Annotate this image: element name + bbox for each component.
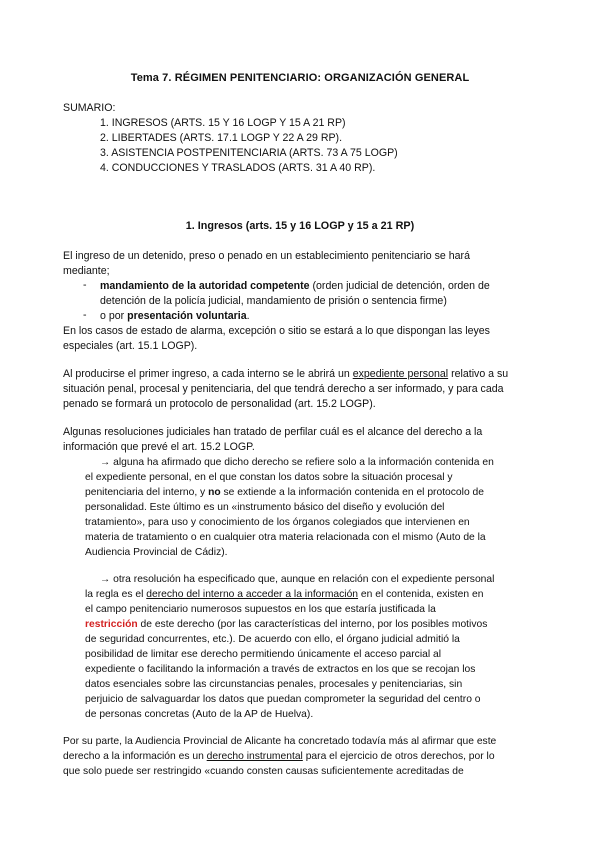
sumario-label: SUMARIO: xyxy=(63,102,116,114)
quote-line: tratamiento», para uso y conocimiento de los órganos colegiados que intervienen en xyxy=(85,517,470,528)
paragraph-line: Por su parte, la Audiencia Provincial de Alicante ha concretado todavía más al afirmar que este xyxy=(63,736,497,747)
bullet-text: (orden judicial de detención, orden de xyxy=(309,280,490,292)
paragraph-line: que solo puede ser restringido «cuando consten causas suficientemente acreditadas de xyxy=(63,766,464,777)
paragraph-line: En los casos de estado de alarma, excepción o sitio se estará a lo que dispongan las leyes xyxy=(63,325,490,337)
paragraph-line xyxy=(63,367,508,382)
quote-line: de seguridad concurrentes, etc.). De acuerdo con ello, el órgano judicial admitió la xyxy=(85,634,460,645)
paragraph-line: especiales (art. 15.1 LOGP). xyxy=(63,340,198,352)
text-span: para el ejercicio de otros derechos, por lo xyxy=(302,751,495,762)
quote-line: el expediente personal, en el que constan los datos sobre la situación procesal y xyxy=(85,472,453,483)
bullet-item xyxy=(100,309,250,324)
text-span: se extiende a la información contenida en el protocolo de xyxy=(220,487,484,498)
quote-line: datos esenciales sobre las circunstancias penales, procesales y penitenciarias, sin xyxy=(85,679,463,690)
quote-line: Audiencia Provincial de Cádiz). xyxy=(85,547,228,558)
paragraph-line: situación penal, procesal y penitenciaria, del que tendrá derecho a ser informado, y para cada xyxy=(63,383,504,395)
text-span: en el contenida, existen en xyxy=(358,589,484,600)
sumario-item: 4. CONDUCCIONES Y TRASLADOS (ARTS. 31 A 40 RP). xyxy=(100,162,376,174)
text-span: la regla es el xyxy=(85,589,147,600)
text-span: penitenciaria del interno, y xyxy=(85,487,209,498)
sumario-item: 2. LIBERTADES (ARTS. 17.1 LOGP Y 22 A 29 RP). xyxy=(100,132,343,144)
underlined-text: derecho instrumental xyxy=(206,751,303,762)
bold-text: mandamiento de la autoridad competente xyxy=(100,280,310,292)
quote-line: materia de tratamiento o en cualquier otra materia relacionada con el mismo (Auto de la xyxy=(85,532,486,543)
bullet-text: o por xyxy=(100,310,128,322)
document-title: Tema 7. RÉGIMEN PENITENCIARIO: ORGANIZACIÓN GENERAL xyxy=(130,72,470,84)
text-span: relativo a su xyxy=(448,368,509,380)
bullet-mark: - xyxy=(83,279,87,291)
quote-line: → otra resolución ha especificado que, aunque en relación con el expediente personal xyxy=(100,574,495,585)
sumario-item: 1. INGRESOS (ARTS. 15 Y 16 LOGP Y 15 A 21 RP) xyxy=(100,117,346,129)
bullet-text: . xyxy=(246,310,250,322)
bullet-mark: - xyxy=(83,309,87,321)
paragraph-line xyxy=(63,749,495,764)
quote-line: posibilidad de limitar ese derecho permitiendo únicamente el acceso parcial al xyxy=(85,649,442,660)
quote-line xyxy=(85,617,487,632)
bold-text: presentación voluntaria xyxy=(127,310,247,322)
quote-line xyxy=(85,587,483,602)
bullet-item-continuation: detención de la policía judicial, mandamiento de prisión o sentencia firme) xyxy=(100,295,447,307)
quote-line: personalidad. Este último es un «instrumento básico del diseño y evolución del xyxy=(85,502,445,513)
quote-line: de personas concretas (Auto de la AP de Huelva). xyxy=(85,709,314,720)
quote-line: → alguna ha afirmado que dicho derecho se refiere solo a la información contenida en xyxy=(100,457,494,468)
text-span: Al producirse el primer ingreso, a cada interno se le abrirá un xyxy=(63,368,353,380)
section-heading: 1. Ingresos (arts. 15 y 16 LOGP y 15 a 21 RP) xyxy=(185,220,415,232)
text-span: de este derecho (por las características del interno, por los posibles motivos xyxy=(137,619,488,630)
quote-line xyxy=(85,485,484,500)
text-span: derecho a la información es un xyxy=(63,751,207,762)
highlighted-text: restricción xyxy=(85,619,138,630)
paragraph-line: mediante; xyxy=(63,265,110,277)
quote-line: perjuicio de salvaguardar los datos que puedan comprometer la seguridad del centro o xyxy=(85,694,481,705)
quote-line: expediente o facilitando la información a través de extractos en los que se recojan los xyxy=(85,664,476,675)
underlined-text: derecho del interno a acceder a la información xyxy=(146,589,359,600)
underlined-text: expediente personal xyxy=(352,368,449,380)
bold-text: no xyxy=(208,487,221,498)
paragraph-line: El ingreso de un detenido, preso o penado en un establecimiento penitenciario se hará xyxy=(63,250,470,262)
bullet-item xyxy=(100,279,490,294)
paragraph-line: información que prevé el art. 15.2 LOGP. xyxy=(63,441,255,453)
sumario-item: 3. ASISTENCIA POSTPENITENCIARIA (ARTS. 73 A 75 LOGP) xyxy=(100,147,398,159)
paragraph-line: Algunas resoluciones judiciales han tratado de perfilar cuál es el alcance del derecho a la xyxy=(63,426,483,438)
quote-line: el campo penitenciario numerosos supuestos en los que estaría justificada la xyxy=(85,604,436,615)
paragraph-line: penado se formará un protocolo de personalidad (art. 15.2 LOGP). xyxy=(63,398,376,410)
